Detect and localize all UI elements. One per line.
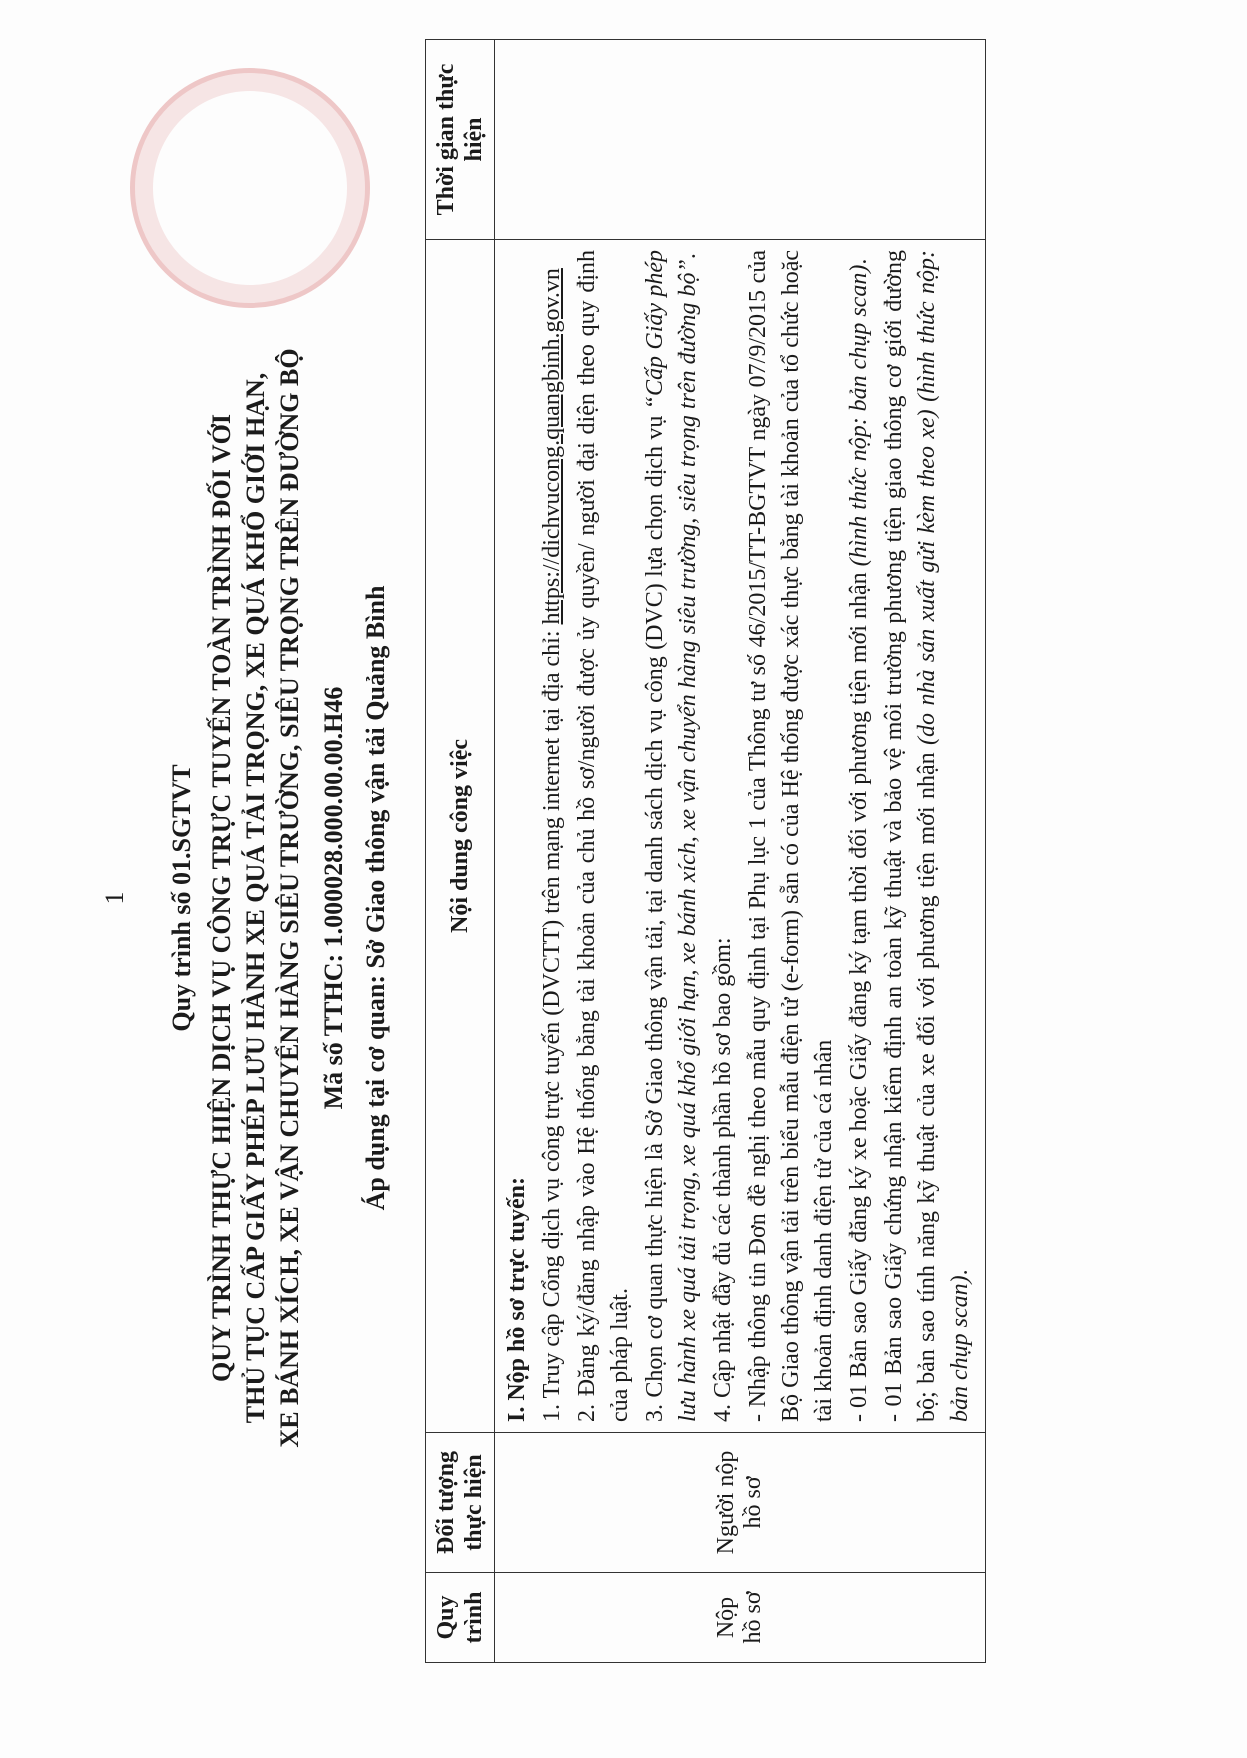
item-application-form: - Nhập thông tin Đơn đề nghị theo mẫu quy định tại Phụ lục 1 của Thông tư số 46/2015/TT-BGTVT ngày 07/9/2015 của Bộ Giao thông vận tải trên biểu mẫu điện tử (e-form) sẵn có của Hệ thống được xác thực bằng tài khoản của tổ chức hoặc tài khoản định danh điện tử của cá nhân	[745, 250, 837, 1422]
service-name: “Cấp Giấy phép lưu hành xe quá tải trọng, xe quá khổ giới hạn, xe bánh xích, xe vận chuyển hàng siêu trường, siêu trọng trên đường bộ”	[642, 250, 701, 1422]
portal-link[interactable]: https://dichvucong.quangbinh.gov.vn	[539, 268, 565, 625]
step-4: 4. Cập nhật đầy đủ các thành phần hồ sơ bao gồm:	[710, 937, 736, 1422]
cell-content	[495, 240, 986, 1433]
step-1	[536, 250, 569, 1422]
applied-agency: Áp dụng tại cơ quan: Sở Giao thông vận tải Quảng Bình	[361, 585, 390, 1211]
header-process: Quy trình	[426, 1573, 495, 1663]
cell-process: Nộp hồ sơ	[495, 1573, 986, 1663]
item-3-format: (hình thức nộp: bản chụp scan)	[914, 249, 973, 1422]
header-line-2: THỦ TỤC CẤP GIẤY PHÉP LƯU HÀNH XE QUÁ TẢI TRỌNG, XE QUÁ KHỔ GIỚI HẠN,	[241, 372, 270, 1424]
item-3-end: .	[947, 1269, 973, 1276]
step-3	[639, 250, 705, 1422]
section-heading: I. Nộp hồ sơ trực tuyến:	[504, 1176, 530, 1422]
step-3-end: .	[675, 253, 701, 260]
item-3-text: - 01 Bản sao Giấy chứng nhận kiểm định an toàn kỹ thuật và bảo vệ môi trường phương tiện giao thông cơ giới đường bộ; bản sao tính năng kỹ thuật của xe đối với phương tiện mới nhận	[881, 250, 940, 1422]
header-actor: Đối tượng thực hiện	[426, 1433, 495, 1573]
header-content: Nội dung công việc	[426, 240, 495, 1433]
step-3-text: 3. Chọn cơ quan thực hiện là Sở Giao thông vận tải, tại danh sách dịch vụ công (DVC) lựa chọn dịch vụ	[642, 415, 668, 1422]
page-number: 1	[100, 891, 129, 905]
item-inspection-copy	[878, 250, 977, 1422]
cell-duration	[495, 40, 986, 240]
item-3-note: (do nhà sản xuất gửi kèm theo xe)	[914, 409, 940, 745]
step-1-text: 1. Truy cập Cổng dịch vụ công trực tuyến (DVCTT) trên mạng internet tại địa chỉ:	[539, 630, 565, 1422]
document-header	[165, 158, 393, 1638]
header-line-3: XE BÁNH XÍCH, XE VẬN CHUYỂN HÀNG SIÊU TRƯỜNG, SIÊU TRỌNG TRÊN ĐƯỜNG BỘ	[275, 348, 304, 1448]
procedure-code: Mã số TTHC: 1.000028.000.00.00.H46	[319, 686, 348, 1110]
procedure-number: Quy trình số 01.SGTVT	[167, 764, 196, 1032]
item-2-text: - 01 Bản sao Giấy đăng ký xe hoặc Giấy đăng ký tạm thời đối với phương tiện mới nhận	[846, 572, 872, 1422]
step-2: 2. Đăng ký/đăng nhập vào Hệ thống bằng tài khoản của chủ hồ sơ/người được ủy quyền/ người đại diện theo quy định của pháp luật.	[574, 250, 633, 1422]
item-2-end: .	[846, 258, 872, 265]
item-2-format: (hình thức nộp: bản chụp scan)	[846, 264, 872, 567]
cell-actor: Người nộp hồ sơ	[495, 1433, 986, 1573]
table-header-row	[426, 40, 495, 1663]
table-row	[495, 40, 986, 1663]
header-duration: Thời gian thực hiện	[426, 40, 495, 240]
header-line-1: QUY TRÌNH THỰC HIỆN DỊCH VỤ CÔNG TRỰC TUYẾN TOÀN TRÌNH ĐỐI VỚI	[207, 414, 236, 1382]
item-registration-copy	[843, 250, 876, 1422]
procedure-table	[425, 39, 986, 1663]
